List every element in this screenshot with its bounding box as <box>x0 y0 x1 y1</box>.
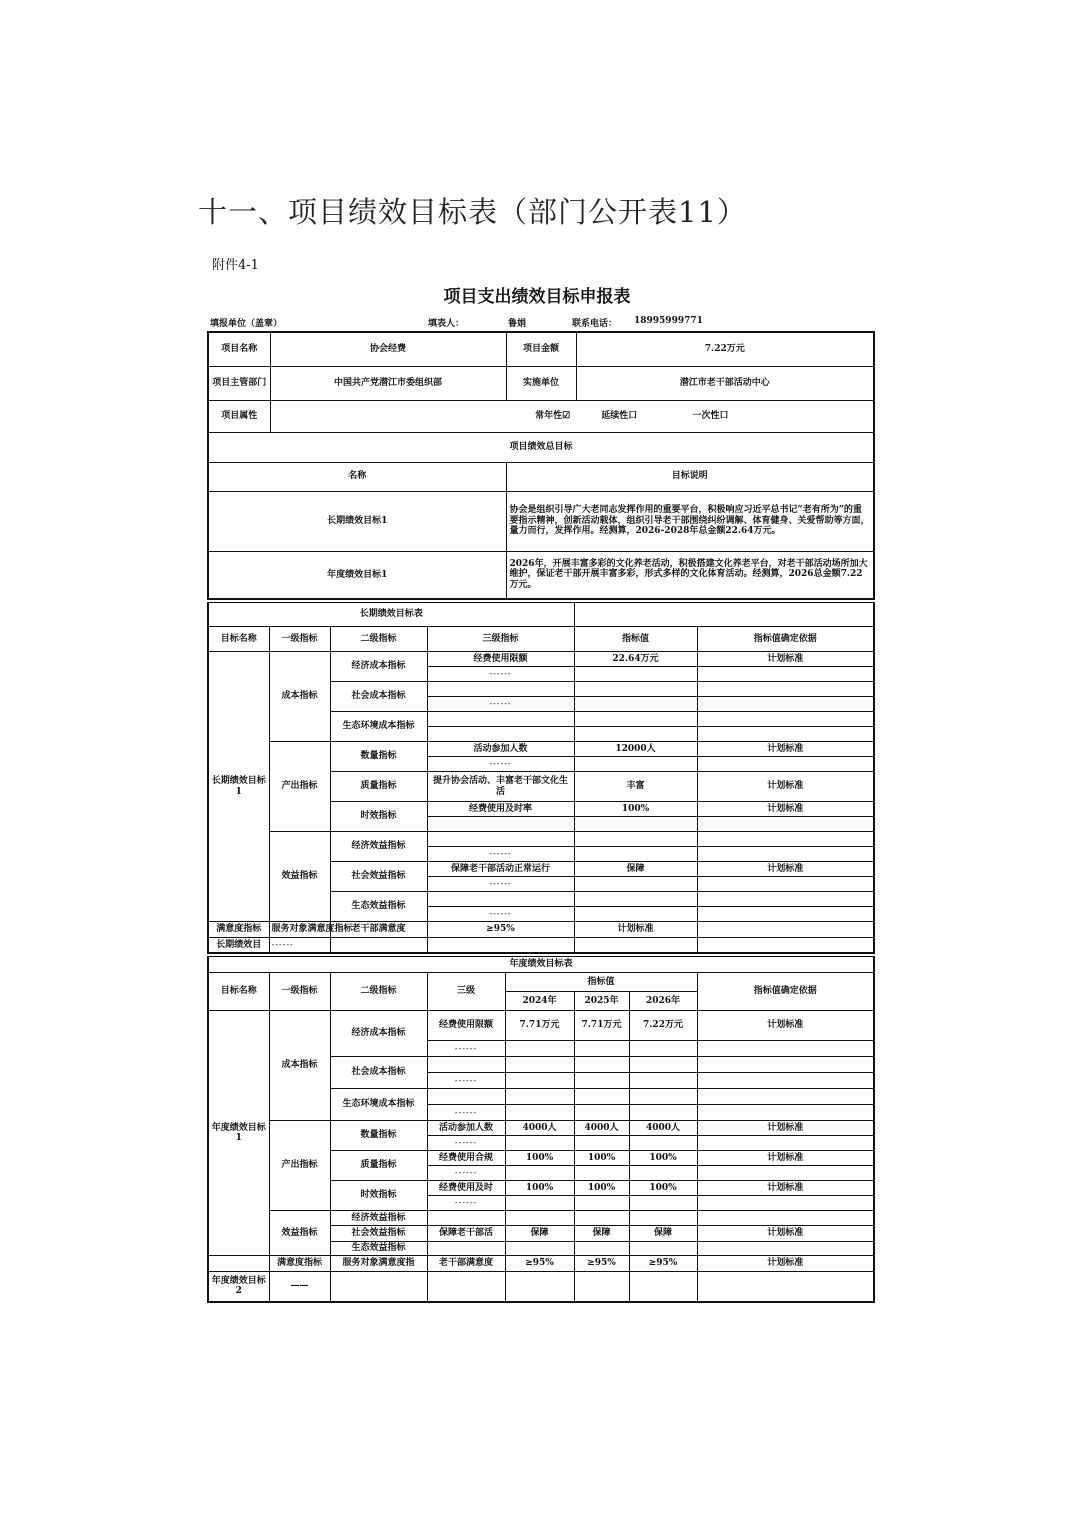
annual-compliance-2025: 100% <box>574 1151 629 1166</box>
long-economic-benefit: 经济效益指标 <box>330 832 427 862</box>
annual-sat-2026: ≥95% <box>629 1256 697 1272</box>
annual-satisfaction: 满意度指标 <box>269 1256 330 1272</box>
annual-h-basis: 指标值确定依据 <box>697 973 874 1011</box>
impl-label: 实施单位 <box>506 366 576 400</box>
annual-goal2: 年度绩效目标2 <box>208 1272 269 1302</box>
filler-label: 填表人： <box>428 319 465 329</box>
annual-h-level3: 三级 <box>427 973 505 1011</box>
long-sat-name: 老干部满意度 <box>330 922 427 938</box>
annual-goals-grid <box>207 956 875 1303</box>
long-social-basis: 计划标准 <box>697 862 874 877</box>
attr-label: 项目属性 <box>208 400 270 432</box>
long-social-name: 保障老干部活动正常运行 <box>427 862 574 877</box>
annual-compliance-basis: 计划标准 <box>697 1151 874 1166</box>
dash-placeholder: ------ <box>454 1198 478 1207</box>
annual-funds-basis: 计划标准 <box>697 1011 874 1041</box>
long-cost: 成本指标 <box>269 652 330 742</box>
annual-participants-2025: 4000人 <box>574 1121 629 1136</box>
long-output: 产出指标 <box>269 742 330 832</box>
annual-h-value: 指标值 <box>505 973 697 992</box>
annual-service-sat: 服务对象满意度指 <box>330 1256 427 1272</box>
long-social-cost: 社会成本指标 <box>330 682 427 712</box>
long-timeliness: 时效指标 <box>330 802 427 832</box>
annual-timely-2026: 100% <box>629 1181 697 1196</box>
long-social-benefit: 社会效益指标 <box>330 862 427 892</box>
long-sat-basis: 计划标准 <box>574 922 697 938</box>
long-funds-name: 经费使用限额 <box>427 652 574 667</box>
dash-placeholder: ------ <box>454 1107 478 1117</box>
goals-col-name: 名称 <box>208 462 506 491</box>
annual-economic-benefit: 经济效益指标 <box>330 1211 427 1226</box>
dash-placeholder: ------ <box>489 849 512 858</box>
long-economic-cost: 经济成本指标 <box>330 652 427 682</box>
annual-quantity: 数量指标 <box>330 1121 427 1151</box>
long-section-title: 长期绩效目标表 <box>208 603 574 627</box>
annual-funds-2025: 7.71万元 <box>574 1011 629 1041</box>
annual-funds-2024: 7.71万元 <box>505 1011 574 1041</box>
long-sat-value: ≥95% <box>427 922 574 938</box>
annual-quality: 质量指标 <box>330 1151 427 1181</box>
dash-placeholder: ------ <box>489 759 512 768</box>
long-quality: 质量指标 <box>330 772 427 802</box>
dash-placeholder: ------ <box>454 1168 478 1177</box>
annual-eco-benefit: 生态效益指标 <box>330 1242 427 1256</box>
long-goal-cell: 长期绩效目标1 <box>208 652 269 922</box>
annual-participants-2024: 4000人 <box>505 1121 574 1136</box>
long-h-goal: 目标名称 <box>208 627 269 652</box>
annual-timeliness: 时效指标 <box>330 1181 427 1211</box>
annual-timely-name: 经费使用及时 <box>427 1181 505 1196</box>
annual-cost: 成本指标 <box>269 1011 330 1121</box>
annual-timely-2024: 100% <box>505 1181 574 1196</box>
dash-placeholder: ------ <box>454 1043 478 1053</box>
annual-goal-name: 年度绩效目标1 <box>208 551 506 599</box>
project-name-value: 协会经费 <box>270 332 506 366</box>
annual-compliance-2024: 100% <box>505 1151 574 1166</box>
dash-placeholder: ------ <box>271 939 294 949</box>
dash-placeholder: ------ <box>454 1075 478 1085</box>
annual-year-2024: 2024年 <box>505 992 574 1011</box>
annual-social-basis: 计划标准 <box>697 1226 874 1242</box>
document-title: 项目支出绩效目标申报表 <box>443 287 631 307</box>
long-h-basis: 指标值确定依据 <box>697 627 874 652</box>
dash-placeholder: ------ <box>454 1138 478 1147</box>
annual-h-level1: 一级指标 <box>269 973 330 1011</box>
dept-label: 项目主管部门 <box>208 366 270 400</box>
annual-goal2-value: —— <box>269 1272 330 1302</box>
long-eco-cost: 生态环境成本指标 <box>330 712 427 742</box>
annual-social-name: 保障老干部活 <box>427 1226 505 1242</box>
long-h-level3: 三级指标 <box>427 627 574 652</box>
long-quality-basis: 计划标准 <box>697 772 874 802</box>
annual-eco-cost: 生态环境成本指标 <box>330 1089 427 1121</box>
long-timely-value: 100% <box>574 802 697 817</box>
long-service-sat: 服务对象满意度指标 <box>269 922 330 938</box>
long-quality-name: 提升协会活动、丰富老干部文化生活 <box>427 772 574 802</box>
annual-economic-cost: 经济成本指标 <box>330 1011 427 1057</box>
annual-social-2026: 保障 <box>629 1226 697 1242</box>
annual-timely-2025: 100% <box>574 1181 629 1196</box>
long-participants-name: 活动参加人数 <box>427 742 574 757</box>
unit-label: 填报单位（盖章） <box>210 319 283 329</box>
long-funds-basis: 计划标准 <box>697 652 874 667</box>
annual-compliance-2026: 100% <box>629 1151 697 1166</box>
attr-onetime: 一次性口 <box>692 410 729 421</box>
long-participants-basis: 计划标准 <box>697 742 874 757</box>
long-goal-desc: 协会是组织引导广大老同志发挥作用的重要平台，积极响应习近平总书记“老有所为”的重要指示精神，创新活动载体，组织引导老干部围绕纠纷调解、体育健身、关爱帮助等方面，量力而行，发挥作用。经测算，2026-2028年总金额22.64万元。 <box>506 491 874 551</box>
dash-placeholder: ------ <box>489 909 512 918</box>
annual-goal-cell: 年度绩效目标1 <box>208 1011 269 1256</box>
long-timely-name: 经费使用及时率 <box>427 802 574 817</box>
long-h-level2: 二级指标 <box>330 627 427 652</box>
annual-compliance-name: 经费使用合规 <box>427 1151 505 1166</box>
long-funds-value: 22.64万元 <box>574 652 697 667</box>
project-amount-value: 7.22万元 <box>576 332 874 366</box>
annual-sat-basis: 计划标准 <box>697 1256 874 1272</box>
annual-h-goal: 目标名称 <box>208 973 269 1011</box>
impl-value: 潜江市老干部活动中心 <box>576 366 874 400</box>
dash-placeholder: ------ <box>489 669 512 678</box>
annual-section-title: 年度绩效目标表 <box>208 957 874 973</box>
attr-continuing: 延续性口 <box>601 410 638 421</box>
long-benefit: 效益指标 <box>269 832 330 922</box>
annual-participants-name: 活动参加人数 <box>427 1121 505 1136</box>
long-h-level1: 一级指标 <box>269 627 330 652</box>
project-amount-label: 项目金额 <box>506 332 576 366</box>
attr-recurring: 常年性☑ <box>535 410 571 421</box>
long-participants-value: 12000人 <box>574 742 697 757</box>
long-timely-basis: 计划标准 <box>697 802 874 817</box>
annual-sat-name: 老干部满意度 <box>427 1256 505 1272</box>
project-info-table <box>207 331 875 600</box>
long-term-goals-grid <box>207 602 875 954</box>
phone-number: 18995999771 <box>634 316 703 326</box>
long-eco-benefit: 生态效益指标 <box>330 892 427 922</box>
long-social-value: 保障 <box>574 862 697 877</box>
annual-social-benefit: 社会效益指标 <box>330 1226 427 1242</box>
long-quantity: 数量指标 <box>330 742 427 772</box>
annual-goal-desc: 2026年，开展丰富多彩的文化养老活动，积极搭建文化养老平台，对老干部活动场所加大维护，保证老干部开展丰富多彩，形式多样的文化体育活动。经测算，2026总金额7.22万元。 <box>506 551 874 599</box>
goals-col-desc: 目标说明 <box>506 462 874 491</box>
annual-funds-2026: 7.22万元 <box>629 1011 697 1041</box>
phone-label: 联系电话： <box>572 319 618 329</box>
annual-sat-2025: ≥95% <box>574 1256 629 1272</box>
attr-options <box>270 400 874 432</box>
annual-funds-name: 经费使用限额 <box>427 1011 505 1041</box>
filler-name: 鲁娟 <box>508 319 527 329</box>
attachment-label: 附件4-1 <box>212 258 259 273</box>
project-name-label: 项目名称 <box>208 332 270 366</box>
annual-social-2025: 保障 <box>574 1226 629 1242</box>
annual-h-level2: 二级指标 <box>330 973 427 1011</box>
page-heading: 十一、项目绩效目标表（部门公开表11） <box>198 195 747 229</box>
goals-section-title: 项目绩效总目标 <box>208 432 874 462</box>
annual-timely-basis: 计划标准 <box>697 1181 874 1196</box>
annual-social-2024: 保障 <box>505 1226 574 1242</box>
long-h-value: 指标值 <box>574 627 697 652</box>
annual-participants-basis: 计划标准 <box>697 1121 874 1136</box>
annual-output: 产出指标 <box>269 1121 330 1211</box>
long-satisfaction: 满意度指标 <box>208 922 269 938</box>
dash-placeholder: ------ <box>489 879 512 888</box>
long-extra-goal: 长期绩效目 <box>208 938 269 953</box>
long-quality-value: 丰富 <box>574 772 697 802</box>
dash-placeholder: ------ <box>489 699 512 708</box>
annual-sat-2024: ≥95% <box>505 1256 574 1272</box>
annual-year-2026: 2026年 <box>629 992 697 1011</box>
dept-value: 中国共产党潜江市委组织部 <box>270 366 506 400</box>
annual-benefit: 效益指标 <box>269 1211 330 1256</box>
annual-year-2025: 2025年 <box>574 992 629 1011</box>
long-goal-name: 长期绩效目标1 <box>208 491 506 551</box>
annual-participants-2026: 4000人 <box>629 1121 697 1136</box>
annual-social-cost: 社会成本指标 <box>330 1057 427 1089</box>
